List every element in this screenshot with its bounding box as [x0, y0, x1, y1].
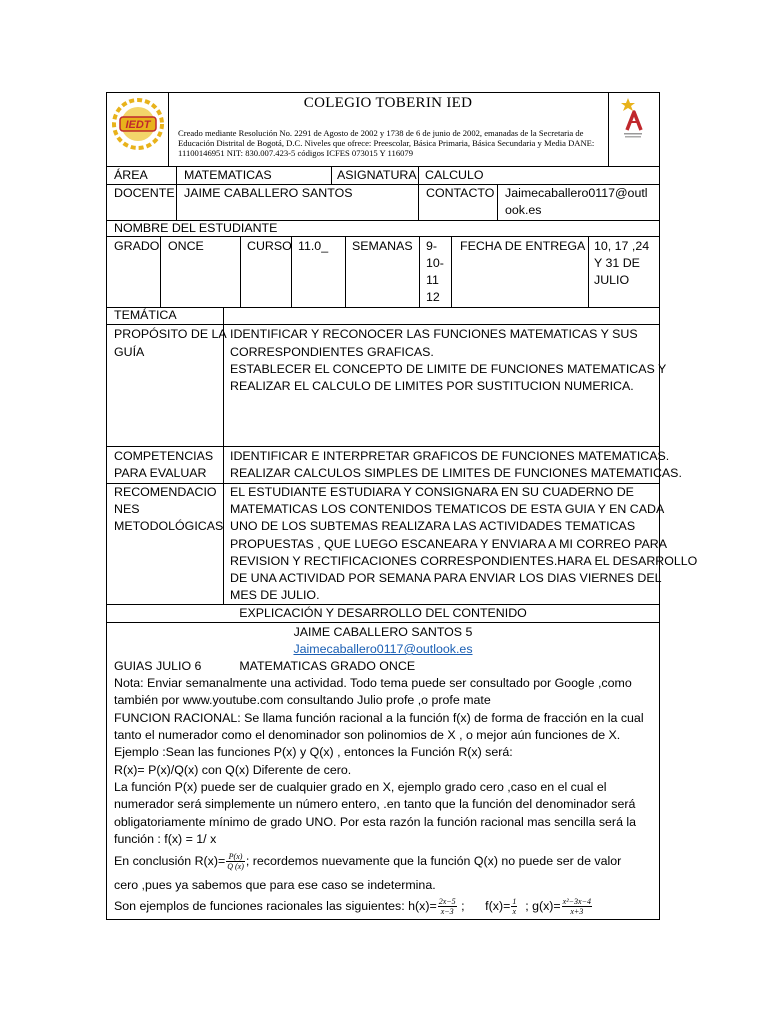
content-line: tanto el numerador como el denominador son polinomios de X , o mejor aún funciones de X. [114, 728, 621, 742]
table-line [331, 166, 332, 184]
grado-label: GRADO [114, 239, 160, 253]
asignatura-label: ASIGNATURA [337, 168, 417, 182]
examples-sep-2: ; g(x)= [518, 899, 561, 913]
recomendaciones-label-1: RECOMENDACIO [114, 485, 217, 499]
proposito-label-2: GUÍA [114, 345, 145, 359]
estudiante-label: NOMBRE DEL ESTUDIANTE [114, 221, 278, 235]
asignatura-value: CALCULO [425, 168, 484, 182]
contacto-email-line1: Jaimecaballero0117@outl [505, 186, 648, 200]
r-fraction [226, 852, 245, 871]
recomendaciones-line: UNO DE LOS SUBTEMAS REALIZARA LAS ACTIVIDADES TEMATICAS [230, 519, 636, 533]
table-line [176, 166, 177, 220]
fecha-value-3: JULIO [594, 273, 630, 287]
table-line [223, 307, 224, 604]
semanas-value-2: 10- [426, 256, 444, 270]
g-fraction [562, 897, 592, 916]
table-line [106, 622, 660, 623]
examples-sep-1: ; f(x)= [457, 899, 511, 913]
competencias-line: REALIZAR CALCULOS SIMPLES DE LIMITES DE FUNCIONES MATEMATICAS. [230, 466, 682, 480]
examples-prefix: Son ejemplos de funciones racionales las siguientes: h(x)= [114, 899, 437, 913]
conclusion-prefix: En conclusión R(x)= [114, 854, 226, 868]
examples-line [114, 892, 593, 920]
content-line: Nota: Enviar semanalmente una actividad. Todo tema puede ser consultado por Google ,como [114, 676, 632, 690]
recomendaciones-label-3: METODOLÓGICAS [114, 519, 224, 533]
proposito-line: ESTABLECER EL CONCEPTO DE LIMITE DE FUNCIONES MATEMATICAS Y [230, 362, 667, 376]
g-numerator: x²−3x−4 [562, 897, 591, 907]
content-line: numerador será simplemente un número entero, .en tanto que la función del denominador será [114, 797, 636, 811]
fecha-value-1: 10, 17 ,24 [594, 239, 650, 253]
g-denominator: x+3 [570, 907, 584, 917]
content-line: también por www.youtube.com consultando Julio profe ,o profe mate [114, 693, 491, 707]
table-line [168, 92, 169, 166]
proposito-line: IDENTIFICAR Y RECONOCER LAS FUNCIONES MATEMATICAS Y SUS [230, 327, 638, 341]
curso-value: 11.0_ [298, 239, 329, 253]
content-line: obligatoriamente mínimo de grado UNO. Por esta razón la función racional mas sencilla será la [114, 815, 637, 829]
table-line [451, 236, 452, 307]
recomendaciones-line: DE UNA ACTIVIDAD POR SEMANA PARA ENVIAR LOS DIAS VIERNES DEL [230, 571, 662, 585]
proposito-label-1: PROPÓSITO DE LA [114, 327, 227, 341]
table-line [588, 236, 589, 307]
r-denominator: Q (x) [227, 862, 244, 872]
f-denominator: x [512, 907, 517, 917]
competencias-label-2: PARA EVALUAR [114, 466, 207, 480]
semanas-value-3: 11 [426, 273, 439, 287]
guias-line: GUIAS JULIO 6 MATEMATICAS GRADO ONCE [114, 659, 416, 673]
recomendaciones-line: REVISION Y RECTIFICACIONES CORRESPONDIENTES.HARA EL DESARROLLO [230, 554, 698, 568]
f-fraction [511, 897, 517, 916]
semanas-value-1: 9- [426, 239, 438, 253]
content-line: FUNCION RACIONAL: Se llama función racional a la función f(x) de forma de fracción en la cual [114, 711, 644, 725]
recomendaciones-line: EL ESTUDIANTE ESTUDIARA Y CONSIGNARA EN SU CUADERNO DE [230, 485, 634, 499]
content-line: función : f(x) = 1/ x [114, 832, 217, 846]
table-line [240, 236, 241, 307]
contacto-email-line2: ook.es [505, 203, 542, 217]
grado-value: ONCE [168, 239, 204, 253]
h-denominator: x−3 [440, 907, 454, 917]
h-numerator: 2x−5 [438, 897, 456, 907]
competencias-label-1: COMPETENCIAS [114, 449, 214, 463]
h-fraction [438, 897, 457, 916]
tematica-label: TEMÁTICA [114, 308, 177, 322]
table-line [106, 446, 660, 447]
author-line: JAIME CABALLERO SANTOS 5 [293, 625, 473, 639]
conclusion-line [114, 848, 621, 874]
school-name: COLEGIO TOBERIN IED [303, 95, 473, 111]
semanas-label: SEMANAS [352, 239, 413, 253]
content-line: La función P(x) puede ser de cualquier grado en X, ejemplo grado cero ,caso en el cual el [114, 780, 607, 794]
proposito-line: REALIZAR EL CALCULO DE LIMITES POR SUSTITUCION NUMERICA. [230, 379, 634, 393]
conclusion-suffix: ; recordemos nuevamente que la función Q(x) no puede ser de valor [245, 854, 622, 868]
content-line: Ejemplo :Sean las funciones P(x) y Q(x) , entonces la Función R(x) será: [114, 745, 513, 759]
docente-label: DOCENTE [114, 186, 175, 200]
fecha-value-2: Y 31 DE [594, 256, 640, 270]
logo-text: IEDT [125, 119, 151, 131]
fecha-label: FECHA DE ENTREGA [460, 239, 586, 253]
table-line [106, 307, 660, 308]
author-email-link[interactable]: Jaimecaballero0117@outlook.es [293, 642, 473, 656]
table-line [497, 184, 498, 220]
table-line [106, 324, 660, 325]
recomendaciones-line: MATEMATICAS LOS CONTENIDOS TEMATICOS DE ESTA GUIA Y EN CADA [230, 502, 665, 516]
proposito-line: CORRESPONDIENTES GRAFICAS. [230, 345, 434, 359]
table-line [160, 236, 161, 307]
school-subtitle: Creado mediante Resolución No. 2291 de Agosto de 2002 y 1738 de 6 de junio de 2002, emanadas de la Secretaria de Educación Distrital de Bogotá, D.C. Niveles que ofrece: Preescolar, Básica Primaria, Básica Secundaria y Media DANE: 11100146951 NIT: 830.007.423-5 códigos ICFES 073015 Y 116079 [178, 128, 595, 158]
table-line [419, 236, 420, 307]
recomendaciones-line: PROPUESTAS , QUE LUEGO ESCANEARA Y ENVIARA A MI CORREO PARA [230, 537, 668, 551]
section-title: EXPLICACIÓN Y DESARROLLO DEL CONTENIDO [239, 606, 527, 620]
f-numerator: 1 [512, 897, 517, 907]
recomendaciones-label-2: NES [114, 502, 140, 516]
contacto-label: CONTACTO [426, 186, 495, 200]
table-line [345, 236, 346, 307]
competencias-line: IDENTIFICAR E INTERPRETAR GRAFICOS DE FUNCIONES MATEMATICAS. [230, 449, 670, 463]
semanas-value-4: 12 [426, 290, 440, 304]
curso-label: CURSO [247, 239, 292, 253]
content-line: R(x)= P(x)/Q(x) con Q(x) Diferente de cero. [114, 763, 352, 777]
r-numerator: P(x) [226, 852, 245, 862]
area-label: ÁREA [114, 168, 148, 182]
table-line [418, 166, 419, 220]
docente-value: JAIME CABALLERO SANTOS [184, 186, 353, 200]
conclusion-line-2: cero ,pues ya sabemos que para ese caso se indetermina. [114, 878, 436, 892]
area-value: MATEMATICAS [184, 168, 272, 182]
table-line [608, 92, 609, 166]
recomendaciones-line: MES DE JULIO. [230, 588, 320, 602]
